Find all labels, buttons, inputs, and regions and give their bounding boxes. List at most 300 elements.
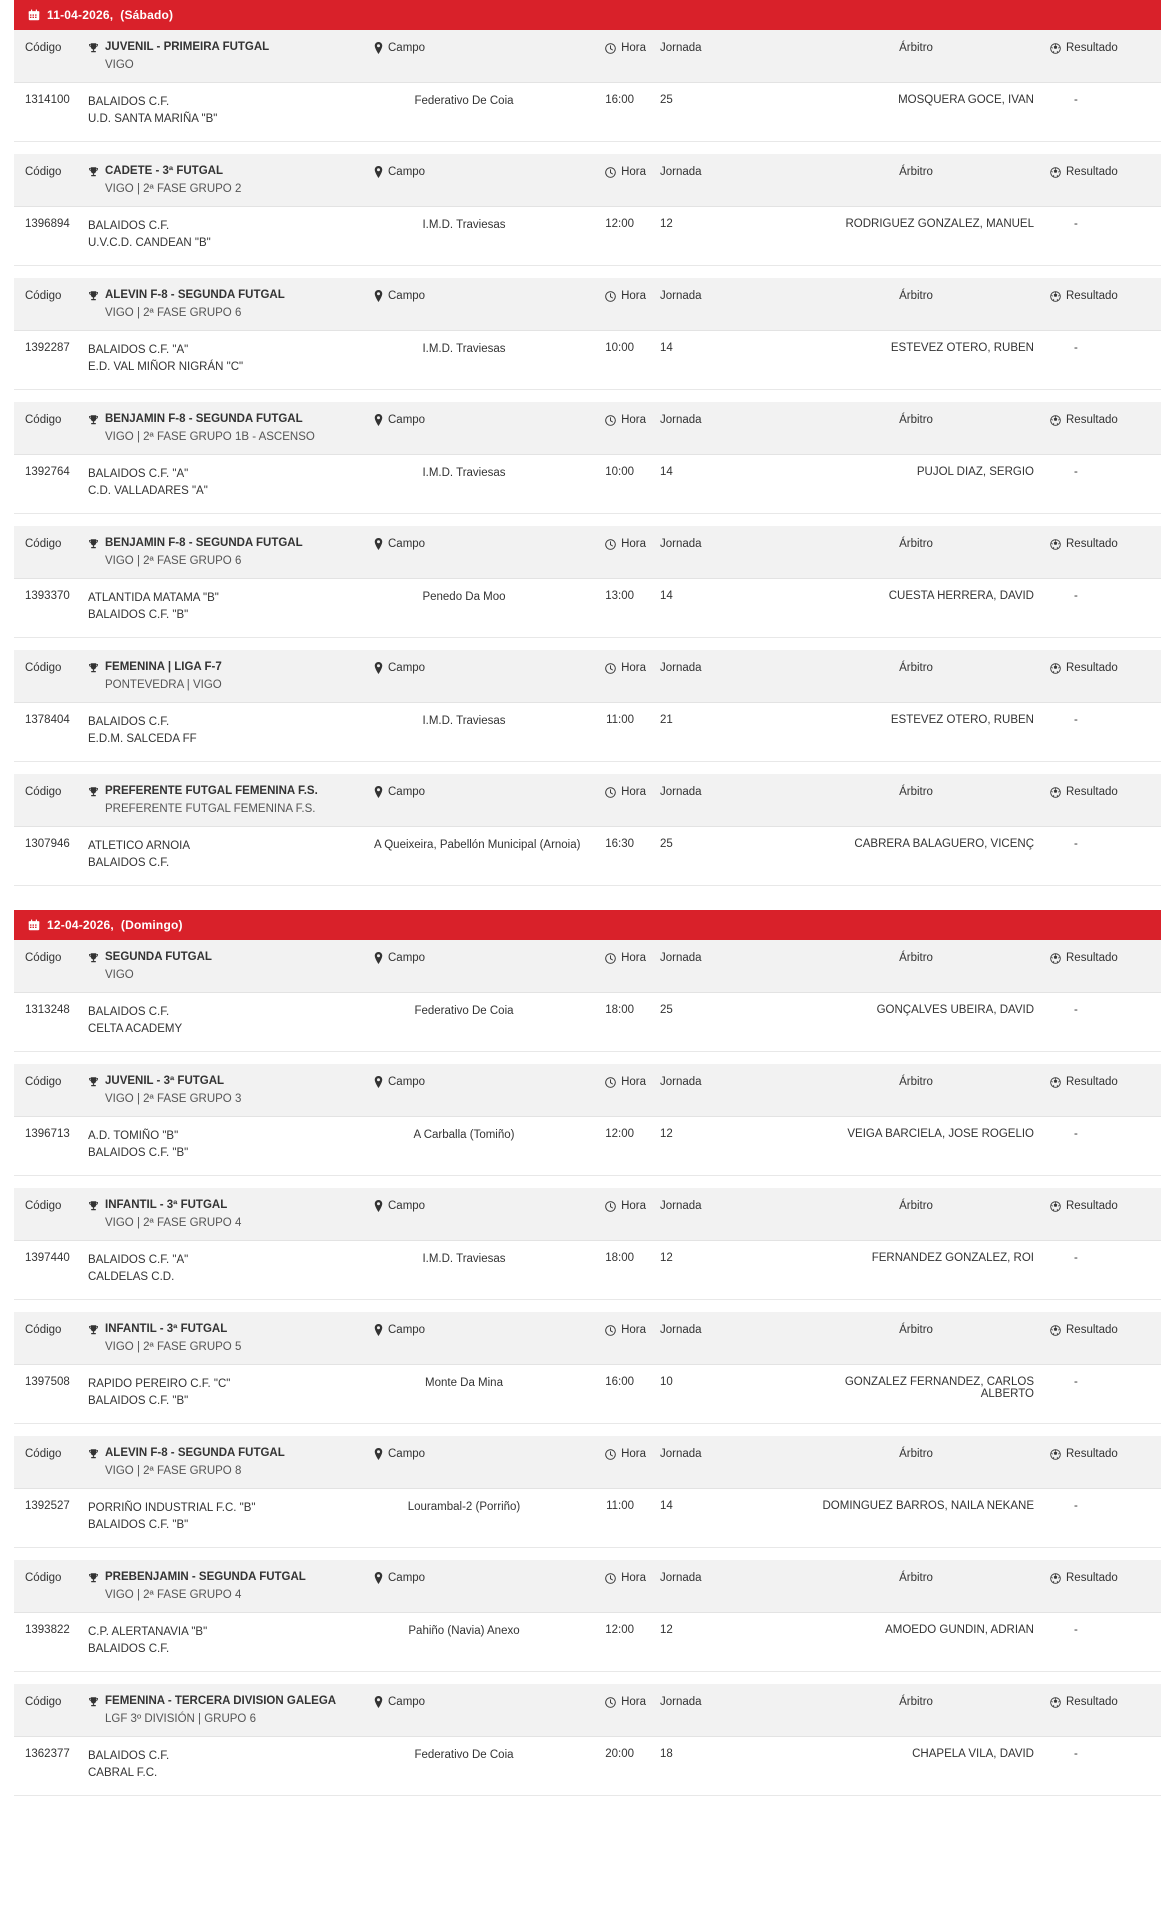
match-arbitro: DOMINGUEZ BARROS, NAILA NEKANE	[822, 1500, 1034, 1512]
competition-block	[14, 774, 1161, 886]
match-resultado: -	[1074, 342, 1078, 354]
soccer-ball-icon	[1050, 1449, 1061, 1460]
soccer-ball-icon	[1050, 663, 1061, 674]
col-header-hora	[554, 412, 646, 426]
team-away[interactable]: CABRAL F.C.	[88, 1767, 158, 1779]
match-arbitro: FERNANDEZ GONZALEZ, ROI	[871, 1252, 1034, 1264]
match-teams	[86, 1624, 374, 1658]
col-header-resultado-label: Resultado	[1066, 1448, 1118, 1460]
match-arbitro: CABRERA BALAGUERO, VICENÇ	[854, 838, 1034, 850]
team-away[interactable]: BALAIDOS C.F. "B"	[88, 1147, 189, 1159]
competition-title-row	[88, 288, 374, 303]
competition-block	[14, 402, 1161, 514]
col-header-codigo: Código	[25, 42, 62, 54]
match-teams	[86, 1004, 374, 1038]
day-weekday: (Sábado)	[120, 8, 174, 22]
col-header-hora	[554, 1570, 646, 1584]
table-row[interactable]	[14, 827, 1161, 886]
col-header-codigo: Código	[25, 290, 62, 302]
trophy-icon	[88, 952, 99, 964]
clock-icon	[605, 1449, 616, 1460]
match-hora: 16:00	[605, 1376, 634, 1388]
col-header-resultado-label: Resultado	[1066, 42, 1118, 54]
match-jornada: 14	[660, 466, 673, 478]
col-header-resultado-label: Resultado	[1066, 1076, 1118, 1088]
col-header-campo-label: Campo	[388, 538, 426, 550]
competition-block	[14, 940, 1161, 1052]
team-home[interactable]: BALAIDOS C.F.	[88, 716, 170, 728]
competition-title-row	[88, 1322, 374, 1337]
competition-spacer	[0, 1796, 1175, 1808]
match-jornada: 10	[660, 1376, 673, 1388]
col-header-hora	[554, 1198, 646, 1212]
team-away[interactable]: BALAIDOS C.F. "B"	[88, 609, 189, 621]
col-header-jornada: Jornada	[660, 1324, 702, 1336]
team-home[interactable]: BALAIDOS C.F.	[88, 220, 170, 232]
trophy-icon	[88, 1076, 99, 1088]
col-header-hora	[554, 40, 646, 54]
competition-block	[14, 1188, 1161, 1300]
col-header-codigo: Código	[25, 1696, 62, 1708]
col-header-resultado-label: Resultado	[1066, 414, 1118, 426]
competition-header	[14, 1436, 1161, 1489]
competition-title[interactable]: CADETE - 3ª FUTGAL	[105, 165, 223, 177]
map-pin-icon	[374, 538, 383, 550]
match-codigo[interactable]: 1393370	[25, 590, 70, 602]
team-home[interactable]: ATLETICO ARNOIA	[88, 840, 191, 852]
day-date: 12-04-2026,	[47, 918, 114, 932]
col-header-campo	[374, 1322, 554, 1336]
map-pin-icon	[374, 1076, 383, 1088]
table-row[interactable]	[14, 331, 1161, 390]
match-jornada: 12	[660, 1252, 673, 1264]
team-away[interactable]: U.D. SANTA MARIÑA "B"	[88, 113, 218, 125]
match-hora: 10:00	[605, 342, 634, 354]
col-header-resultado	[1036, 660, 1161, 674]
col-header-campo	[374, 1198, 554, 1212]
team-away[interactable]: BALAIDOS C.F.	[88, 1643, 170, 1655]
map-pin-icon	[374, 786, 383, 798]
table-row[interactable]	[14, 1613, 1161, 1672]
clock-icon	[605, 291, 616, 302]
clock-icon	[605, 1201, 616, 1212]
competition-header	[14, 526, 1161, 579]
col-header-resultado	[1036, 950, 1161, 964]
team-home[interactable]: BALAIDOS C.F.	[88, 96, 170, 108]
competition-title[interactable]: BENJAMIN F-8 - SEGUNDA FUTGAL	[105, 413, 303, 425]
match-codigo[interactable]: 1314100	[25, 94, 70, 106]
match-teams	[86, 1748, 374, 1782]
team-home[interactable]: PORRIÑO INDUSTRIAL F.C. "B"	[88, 1502, 256, 1514]
col-header-jornada: Jornada	[660, 662, 702, 674]
soccer-ball-icon	[1050, 1573, 1061, 1584]
map-pin-icon	[374, 290, 383, 302]
trophy-icon	[88, 1572, 99, 1584]
day-weekday: (Domingo)	[120, 918, 183, 932]
col-header-resultado	[1036, 784, 1161, 798]
col-header-campo	[374, 288, 554, 302]
clock-icon	[605, 43, 616, 54]
trophy-icon	[88, 290, 99, 302]
team-home[interactable]: BALAIDOS C.F. "A"	[88, 1254, 189, 1266]
col-header-hora	[554, 536, 646, 550]
competition-title[interactable]: BENJAMIN F-8 - SEGUNDA FUTGAL	[105, 537, 303, 549]
match-campo: I.M.D. Traviesas	[422, 1253, 506, 1265]
match-codigo[interactable]: 1307946	[25, 838, 70, 850]
match-resultado: -	[1074, 1252, 1078, 1264]
col-header-campo-label: Campo	[388, 1200, 426, 1212]
competition-info	[86, 536, 374, 568]
match-teams	[86, 94, 374, 128]
col-header-jornada: Jornada	[660, 290, 702, 302]
soccer-ball-icon	[1050, 1325, 1061, 1336]
competition-block	[14, 30, 1161, 142]
competition-title-row	[88, 1198, 374, 1213]
col-header-hora-label: Hora	[621, 662, 646, 674]
col-header-hora	[554, 660, 646, 674]
competition-title-row	[88, 536, 374, 551]
table-row[interactable]	[14, 207, 1161, 266]
competition-info	[86, 288, 374, 320]
trophy-icon	[88, 1200, 99, 1212]
team-home[interactable]: BALAIDOS C.F. "A"	[88, 468, 189, 480]
match-hora: 12:00	[605, 1128, 634, 1140]
clock-icon	[605, 1077, 616, 1088]
competition-info	[86, 1074, 374, 1106]
competition-info	[86, 412, 374, 444]
table-row[interactable]	[14, 703, 1161, 762]
table-row[interactable]	[14, 1489, 1161, 1548]
match-codigo[interactable]: 1397508	[25, 1376, 70, 1388]
col-header-arbitro: Árbitro	[899, 1200, 933, 1212]
match-resultado: -	[1074, 1500, 1078, 1512]
day-header	[14, 0, 1161, 30]
col-header-campo	[374, 412, 554, 426]
competition-spacer	[0, 266, 1175, 278]
match-jornada: 14	[660, 1500, 673, 1512]
match-teams	[86, 1252, 374, 1286]
competition-subtitle: VIGO | 2ª FASE GRUPO 6	[105, 555, 242, 567]
competition-title-row	[88, 40, 374, 55]
competition-title[interactable]: PREBENJAMIN - SEGUNDA FUTGAL	[105, 1571, 306, 1583]
table-row[interactable]	[14, 579, 1161, 638]
competition-subtitle: VIGO | 2ª FASE GRUPO 3	[105, 1093, 242, 1105]
competition-title[interactable]: ALEVIN F-8 - SEGUNDA FUTGAL	[105, 289, 285, 301]
map-pin-icon	[374, 42, 383, 54]
trophy-icon	[88, 1696, 99, 1708]
competition-title[interactable]: FEMENINA | LIGA F-7	[105, 661, 222, 673]
team-home[interactable]: BALAIDOS C.F. "A"	[88, 344, 189, 356]
map-pin-icon	[374, 952, 383, 964]
match-codigo[interactable]: 1378404	[25, 714, 70, 726]
competition-title-row	[88, 784, 374, 799]
match-teams	[86, 218, 374, 252]
competition-title-row	[88, 1446, 374, 1461]
competition-subtitle: VIGO | 2ª FASE GRUPO 6	[105, 307, 242, 319]
competition-title[interactable]: ALEVIN F-8 - SEGUNDA FUTGAL	[105, 1447, 285, 1459]
match-codigo[interactable]: 1392287	[25, 342, 70, 354]
match-campo: Monte Da Mina	[425, 1377, 503, 1389]
competition-spacer	[0, 886, 1175, 898]
team-away[interactable]: C.D. VALLADARES "A"	[88, 485, 208, 497]
col-header-campo-label: Campo	[388, 952, 426, 964]
col-header-resultado	[1036, 412, 1161, 426]
match-campo: I.M.D. Traviesas	[422, 715, 506, 727]
competition-title[interactable]: SEGUNDA FUTGAL	[105, 951, 212, 963]
map-pin-icon	[374, 1572, 383, 1584]
competition-spacer	[0, 638, 1175, 650]
col-header-arbitro: Árbitro	[899, 538, 933, 550]
competition-title-row	[88, 1074, 374, 1089]
match-teams	[86, 1500, 374, 1534]
competition-spacer	[0, 1300, 1175, 1312]
team-home[interactable]: RAPIDO PEREIRO C.F. "C"	[88, 1378, 231, 1390]
competition-spacer	[0, 390, 1175, 402]
col-header-arbitro: Árbitro	[899, 1448, 933, 1460]
col-header-arbitro: Árbitro	[899, 1076, 933, 1088]
col-header-hora-label: Hora	[621, 538, 646, 550]
match-campo: I.M.D. Traviesas	[422, 219, 506, 231]
match-arbitro: CHAPELA VILA, DAVID	[912, 1748, 1034, 1760]
team-away[interactable]: CELTA ACADEMY	[88, 1023, 183, 1035]
table-row[interactable]	[14, 1365, 1161, 1424]
col-header-resultado	[1036, 1570, 1161, 1584]
match-campo: Pahiño (Navia) Anexo	[408, 1625, 520, 1637]
col-header-resultado	[1036, 288, 1161, 302]
match-jornada: 12	[660, 1128, 673, 1140]
col-header-arbitro: Árbitro	[899, 1572, 933, 1584]
team-away[interactable]: CALDELAS C.D.	[88, 1271, 175, 1283]
soccer-ball-icon	[1050, 787, 1061, 798]
team-home[interactable]: BALAIDOS C.F.	[88, 1006, 170, 1018]
team-away[interactable]: E.D. VAL MIÑOR NIGRÁN "C"	[88, 361, 244, 373]
competition-title[interactable]: INFANTIL - 3ª FUTGAL	[105, 1323, 228, 1335]
table-row[interactable]	[14, 1737, 1161, 1796]
soccer-ball-icon	[1050, 953, 1061, 964]
col-header-codigo: Código	[25, 166, 62, 178]
team-away[interactable]: BALAIDOS C.F. "B"	[88, 1395, 189, 1407]
match-jornada: 25	[660, 1004, 673, 1016]
table-row[interactable]	[14, 1117, 1161, 1176]
team-home[interactable]: A.D. TOMIÑO "B"	[88, 1130, 179, 1142]
calendar-icon	[28, 9, 40, 21]
team-away[interactable]: E.D.M. SALCEDA FF	[88, 733, 197, 745]
col-header-campo-label: Campo	[388, 1696, 426, 1708]
clock-icon	[605, 167, 616, 178]
competition-subtitle: VIGO | 2ª FASE GRUPO 2	[105, 183, 242, 195]
competition-info	[86, 40, 374, 72]
col-header-jornada: Jornada	[660, 538, 702, 550]
map-pin-icon	[374, 1448, 383, 1460]
col-header-resultado-label: Resultado	[1066, 786, 1118, 798]
competition-block	[14, 1064, 1161, 1176]
col-header-resultado	[1036, 1322, 1161, 1336]
map-pin-icon	[374, 166, 383, 178]
col-header-hora-label: Hora	[621, 1200, 646, 1212]
match-codigo[interactable]: 1396894	[25, 218, 70, 230]
clock-icon	[605, 415, 616, 426]
table-row[interactable]	[14, 993, 1161, 1052]
competition-header	[14, 774, 1161, 827]
trophy-icon	[88, 662, 99, 674]
competition-title[interactable]: PREFERENTE FUTGAL FEMENINA F.S.	[105, 785, 318, 797]
team-home[interactable]: ATLANTIDA MATAMA "B"	[88, 592, 219, 604]
team-away[interactable]: BALAIDOS C.F. "B"	[88, 1519, 189, 1531]
match-resultado: -	[1074, 714, 1078, 726]
col-header-campo-label: Campo	[388, 1324, 426, 1336]
match-codigo[interactable]: 1392527	[25, 1500, 70, 1512]
col-header-hora-label: Hora	[621, 1696, 646, 1708]
table-row[interactable]	[14, 455, 1161, 514]
col-header-campo	[374, 784, 554, 798]
day-header	[14, 910, 1161, 940]
match-hora: 20:00	[605, 1748, 634, 1760]
col-header-resultado-label: Resultado	[1066, 1572, 1118, 1584]
col-header-codigo: Código	[25, 1448, 62, 1460]
col-header-resultado	[1036, 1446, 1161, 1460]
col-header-arbitro: Árbitro	[899, 662, 933, 674]
match-arbitro: ESTEVEZ OTERO, RUBEN	[890, 342, 1034, 354]
team-away[interactable]: U.V.C.D. CANDEAN "B"	[88, 237, 211, 249]
match-campo: I.M.D. Traviesas	[422, 467, 506, 479]
match-campo: Federativo De Coia	[414, 95, 514, 107]
col-header-jornada: Jornada	[660, 1448, 702, 1460]
match-codigo[interactable]: 1397440	[25, 1252, 70, 1264]
match-arbitro: CUESTA HERRERA, DAVID	[888, 590, 1034, 602]
clock-icon	[605, 1573, 616, 1584]
competition-header	[14, 154, 1161, 207]
match-codigo[interactable]: 1392764	[25, 466, 70, 478]
competition-title-row	[88, 1694, 374, 1709]
col-header-campo-label: Campo	[388, 414, 426, 426]
col-header-hora	[554, 1694, 646, 1708]
col-header-codigo: Código	[25, 414, 62, 426]
match-resultado: -	[1074, 94, 1078, 106]
match-codigo[interactable]: 1393822	[25, 1624, 70, 1636]
match-campo: A Queixeira, Pabellón Municipal (Arnoia)	[374, 839, 581, 851]
col-header-hora-label: Hora	[621, 1572, 646, 1584]
match-arbitro: AMOEDO GUNDIN, ADRIAN	[885, 1624, 1034, 1636]
competition-title-row	[88, 950, 374, 965]
competition-info	[86, 1570, 374, 1602]
col-header-jornada: Jornada	[660, 952, 702, 964]
match-hora: 11:00	[606, 1500, 634, 1512]
competition-block	[14, 650, 1161, 762]
competition-info	[86, 1322, 374, 1354]
table-row[interactable]	[14, 1241, 1161, 1300]
team-away[interactable]: BALAIDOS C.F.	[88, 857, 170, 869]
soccer-ball-icon	[1050, 1697, 1061, 1708]
col-header-hora-label: Hora	[621, 1076, 646, 1088]
competition-block	[14, 1436, 1161, 1548]
match-campo: Lourambal-2 (Porriño)	[407, 1501, 521, 1513]
soccer-ball-icon	[1050, 43, 1061, 54]
competition-title[interactable]: JUVENIL - 3ª FUTGAL	[105, 1075, 225, 1087]
competition-header	[14, 30, 1161, 83]
col-header-resultado-label: Resultado	[1066, 662, 1118, 674]
col-header-resultado	[1036, 1694, 1161, 1708]
match-teams	[86, 342, 374, 376]
competition-block	[14, 1560, 1161, 1672]
col-header-hora-label: Hora	[621, 290, 646, 302]
competition-title-row	[88, 1570, 374, 1585]
competition-spacer	[0, 142, 1175, 154]
match-arbitro: GONZALEZ FERNANDEZ, CARLOS ALBERTO	[844, 1376, 1034, 1400]
col-header-codigo: Código	[25, 1572, 62, 1584]
match-jornada: 12	[660, 1624, 673, 1636]
match-hora: 10:00	[605, 466, 634, 478]
col-header-campo	[374, 536, 554, 550]
match-codigo[interactable]: 1362377	[25, 1748, 70, 1760]
table-row[interactable]	[14, 83, 1161, 142]
match-hora: 18:00	[605, 1252, 634, 1264]
soccer-ball-icon	[1050, 167, 1061, 178]
col-header-jornada: Jornada	[660, 414, 702, 426]
col-header-campo-label: Campo	[388, 290, 426, 302]
competition-header	[14, 940, 1161, 993]
match-arbitro: GONÇALVES UBEIRA, DAVID	[876, 1004, 1034, 1016]
col-header-campo-label: Campo	[388, 662, 426, 674]
match-codigo[interactable]: 1313248	[25, 1004, 70, 1016]
match-hora: 11:00	[606, 714, 634, 726]
soccer-ball-icon	[1050, 1077, 1061, 1088]
competition-subtitle: VIGO | 2ª FASE GRUPO 4	[105, 1589, 242, 1601]
col-header-campo	[374, 660, 554, 674]
team-home[interactable]: BALAIDOS C.F.	[88, 1750, 170, 1762]
competition-block	[14, 1312, 1161, 1424]
competition-info	[86, 1694, 374, 1726]
competition-title[interactable]: JUVENIL - PRIMEIRA FUTGAL	[105, 41, 270, 53]
col-header-hora	[554, 288, 646, 302]
col-header-arbitro: Árbitro	[899, 166, 933, 178]
col-header-campo-label: Campo	[388, 166, 426, 178]
match-jornada: 14	[660, 590, 673, 602]
col-header-hora	[554, 1446, 646, 1460]
col-header-campo	[374, 1074, 554, 1088]
col-header-campo	[374, 1570, 554, 1584]
col-header-campo-label: Campo	[388, 42, 426, 54]
match-jornada: 21	[660, 714, 673, 726]
col-header-arbitro: Árbitro	[899, 1696, 933, 1708]
match-hora: 12:00	[605, 218, 634, 230]
match-resultado: -	[1074, 1128, 1078, 1140]
competition-header	[14, 650, 1161, 703]
col-header-hora	[554, 164, 646, 178]
col-header-resultado	[1036, 536, 1161, 550]
match-resultado: -	[1074, 1004, 1078, 1016]
competition-title[interactable]: INFANTIL - 3ª FUTGAL	[105, 1199, 228, 1211]
map-pin-icon	[374, 662, 383, 674]
trophy-icon	[88, 538, 99, 550]
competition-title[interactable]: FEMENINA - TERCERA DIVISION GALEGA	[105, 1695, 337, 1707]
col-header-codigo: Código	[25, 538, 62, 550]
competition-subtitle: VIGO | 2ª FASE GRUPO 8	[105, 1465, 242, 1477]
team-home[interactable]: C.P. ALERTANAVIA "B"	[88, 1626, 208, 1638]
match-hora: 18:00	[605, 1004, 634, 1016]
match-jornada: 12	[660, 218, 673, 230]
col-header-hora-label: Hora	[621, 1324, 646, 1336]
match-campo: Federativo De Coia	[414, 1005, 514, 1017]
col-header-resultado	[1036, 1074, 1161, 1088]
match-codigo[interactable]: 1396713	[25, 1128, 70, 1140]
competition-title-row	[88, 164, 374, 179]
map-pin-icon	[374, 414, 383, 426]
col-header-hora	[554, 784, 646, 798]
match-resultado: -	[1074, 590, 1078, 602]
col-header-hora-label: Hora	[621, 1448, 646, 1460]
match-teams	[86, 1376, 374, 1410]
col-header-campo	[374, 164, 554, 178]
